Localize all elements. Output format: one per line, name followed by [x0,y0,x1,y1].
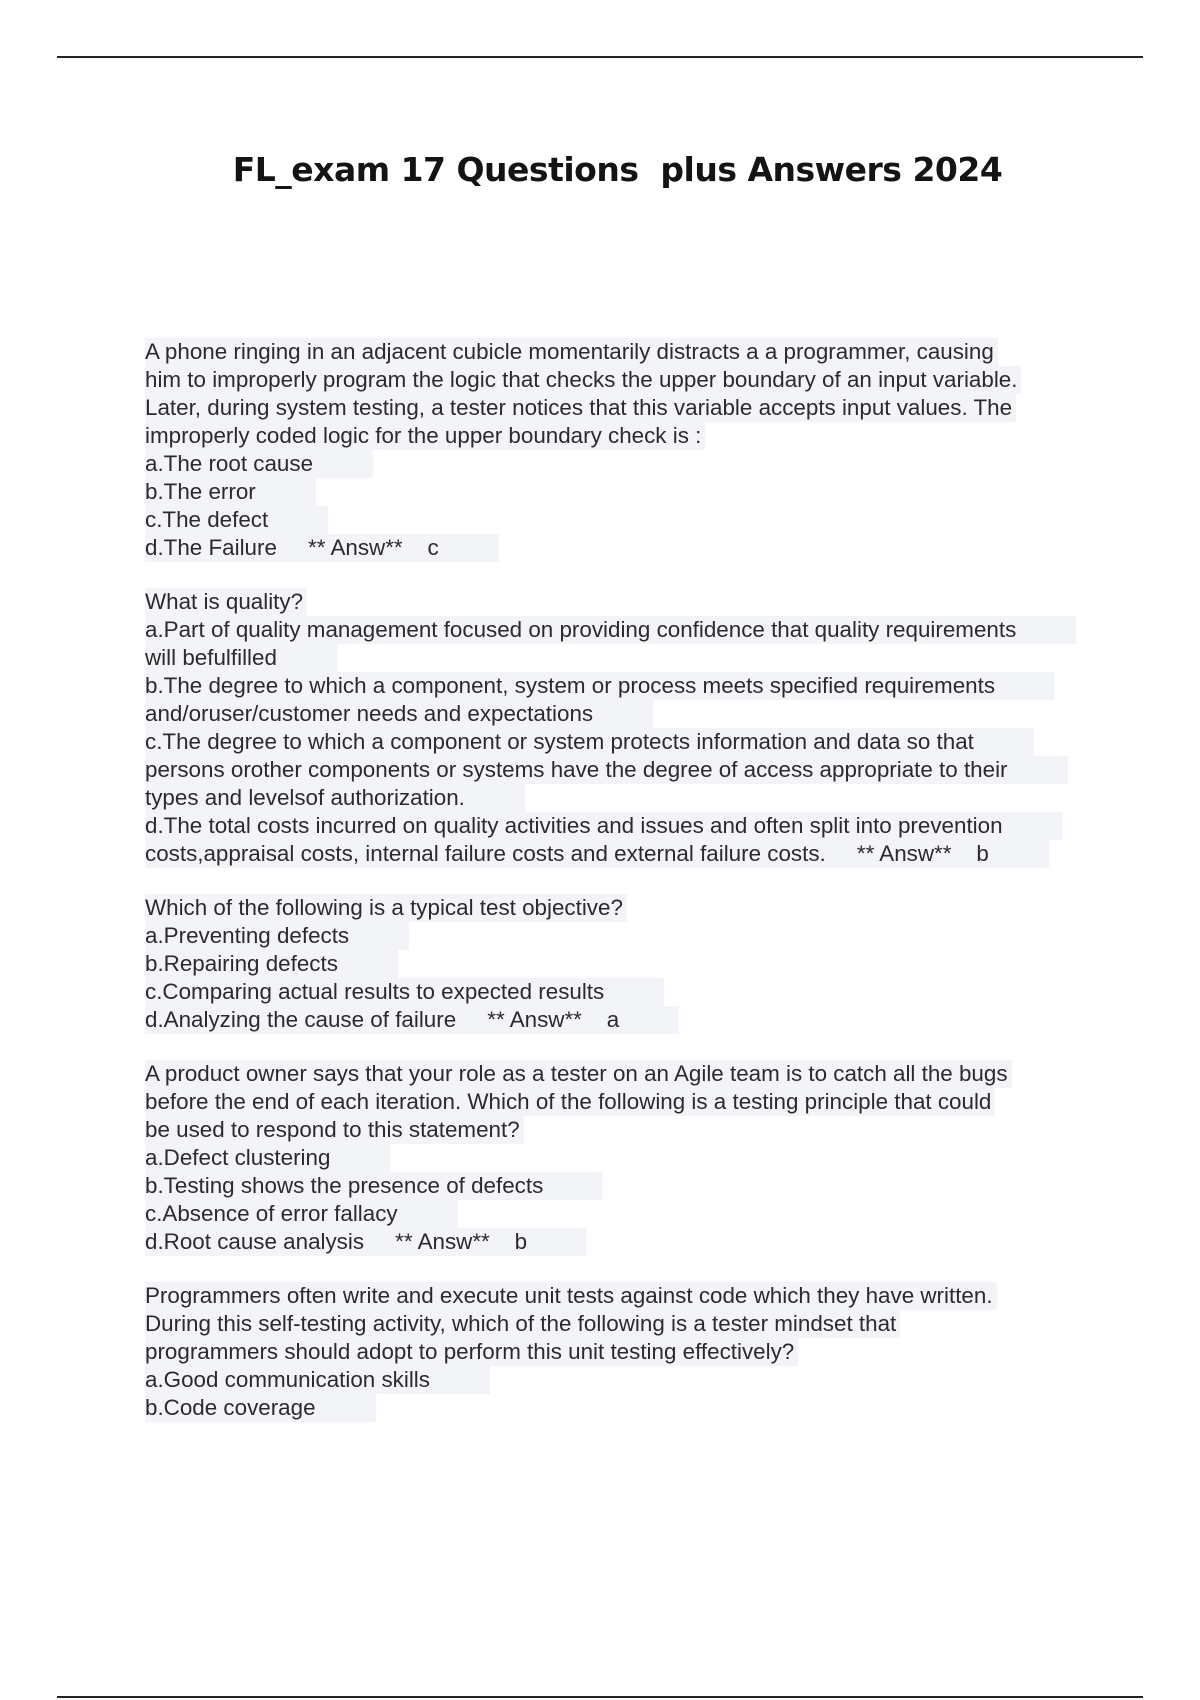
answer-option-line [145,1366,490,1394]
answer-option-text: costs,appraisal costs, internal failure costs and external failure costs. [145,841,826,866]
answer-option-text: b.The degree to which a component, system or process meets specified requirements [145,673,996,698]
answer-option-text: a.Good communication skills [145,1367,430,1392]
questions-container [145,338,1090,1448]
answer-option-text: a.Preventing defects [145,923,350,948]
answer-option-line [145,1200,458,1228]
answer-option-text: a.Defect clustering [145,1145,331,1170]
answer-option-text: b.Code coverage [145,1395,316,1420]
answer-option-line [145,672,1055,700]
answer-option-text: will befulfilled [145,645,277,670]
question-block [145,1060,1090,1256]
answer-option-text: c.The degree to which a component or system protects information and data so that [145,729,974,754]
answer-option-line [145,728,1034,756]
answer-option-text: b.The error [145,479,256,504]
answer-option-line [145,700,653,728]
answer-option-line [145,840,1049,868]
question-block [145,1282,1090,1422]
document-title: FL_exam 17 Questions plus Answers 2024 [232,150,1003,189]
answer-option-line [145,1144,390,1172]
question-stem-line: A phone ringing in an adjacent cubicle momentarily distracts a a programmer, causing [145,338,998,366]
answer-option-text: and/oruser/customer needs and expectations [145,701,594,726]
answer-option-text: c.The defect [145,507,269,532]
answer-option-line [145,756,1068,784]
answer-option-line [145,978,664,1006]
answer-option-text: c.Comparing actual results to expected results [145,979,605,1004]
answer-option-text: d.The Failure [145,535,277,560]
question-stem-line: be used to respond to this statement? [145,1116,524,1144]
answer-option-text: b.Testing shows the presence of defects [145,1173,544,1198]
answer-option-line [145,1394,376,1422]
answer-option-text: d.Root cause analysis [145,1229,365,1254]
answer-option-text: b.Repairing defects [145,951,338,976]
answer-option-line [145,506,328,534]
answer-option-line [145,950,398,978]
answer-key: ** Answ** b [856,841,989,866]
question-stem-line: improperly coded logic for the upper boundary check is : [145,422,705,450]
question-stem-line: Later, during system testing, a tester notices that this variable accepts input values. The [145,394,1016,422]
answer-key: ** Answ** b [395,1229,528,1254]
question-block [145,338,1090,562]
answer-option-text: types and levelsof authorization. [145,785,465,810]
answer-option-line [145,450,373,478]
question-stem-line: During this self-testing activity, which of the following is a tester mindset that [145,1310,900,1338]
answer-option-line [145,1006,679,1034]
question-block [145,588,1090,868]
answer-option-line [145,812,1063,840]
answer-option-line [145,784,525,812]
question-stem-line: A product owner says that your role as a tester on an Agile team is to catch all the bugs [145,1060,1012,1088]
question-stem-line: programmers should adopt to perform this unit testing effectively? [145,1338,798,1366]
answer-option-text: a.The root cause [145,451,314,476]
answer-option-text: c.Absence of error fallacy [145,1201,398,1226]
answer-option-text: d.Analyzing the cause of failure [145,1007,457,1032]
answer-option-line [145,616,1076,644]
answer-option-text: persons orother components or systems have the degree of access appropriate to their [145,757,1008,782]
answer-option-text: a.Part of quality management focused on providing confidence that quality requirements [145,617,1017,642]
question-block [145,894,1090,1034]
question-stem-line: What is quality? [145,588,307,616]
question-stem-line: Which of the following is a typical test objective? [145,894,627,922]
answer-option-line [145,1172,603,1200]
top-rule [57,56,1143,58]
answer-key: ** Answ** c [308,535,439,560]
bottom-rule [57,1696,1143,1698]
answer-option-line [145,478,316,506]
answer-key: ** Answ** a [487,1007,620,1032]
answer-option-line [145,644,337,672]
answer-option-line [145,534,499,562]
question-stem-line: before the end of each iteration. Which of the following is a testing principle that could [145,1088,995,1116]
question-stem-line: him to improperly program the logic that checks the upper boundary of an input variable. [145,366,1021,394]
question-stem-line: Programmers often write and execute unit tests against code which they have written. [145,1282,997,1310]
answer-option-text: d.The total costs incurred on quality activities and issues and often split into prevention [145,813,1003,838]
answer-option-line [145,1228,587,1256]
answer-option-line [145,922,409,950]
